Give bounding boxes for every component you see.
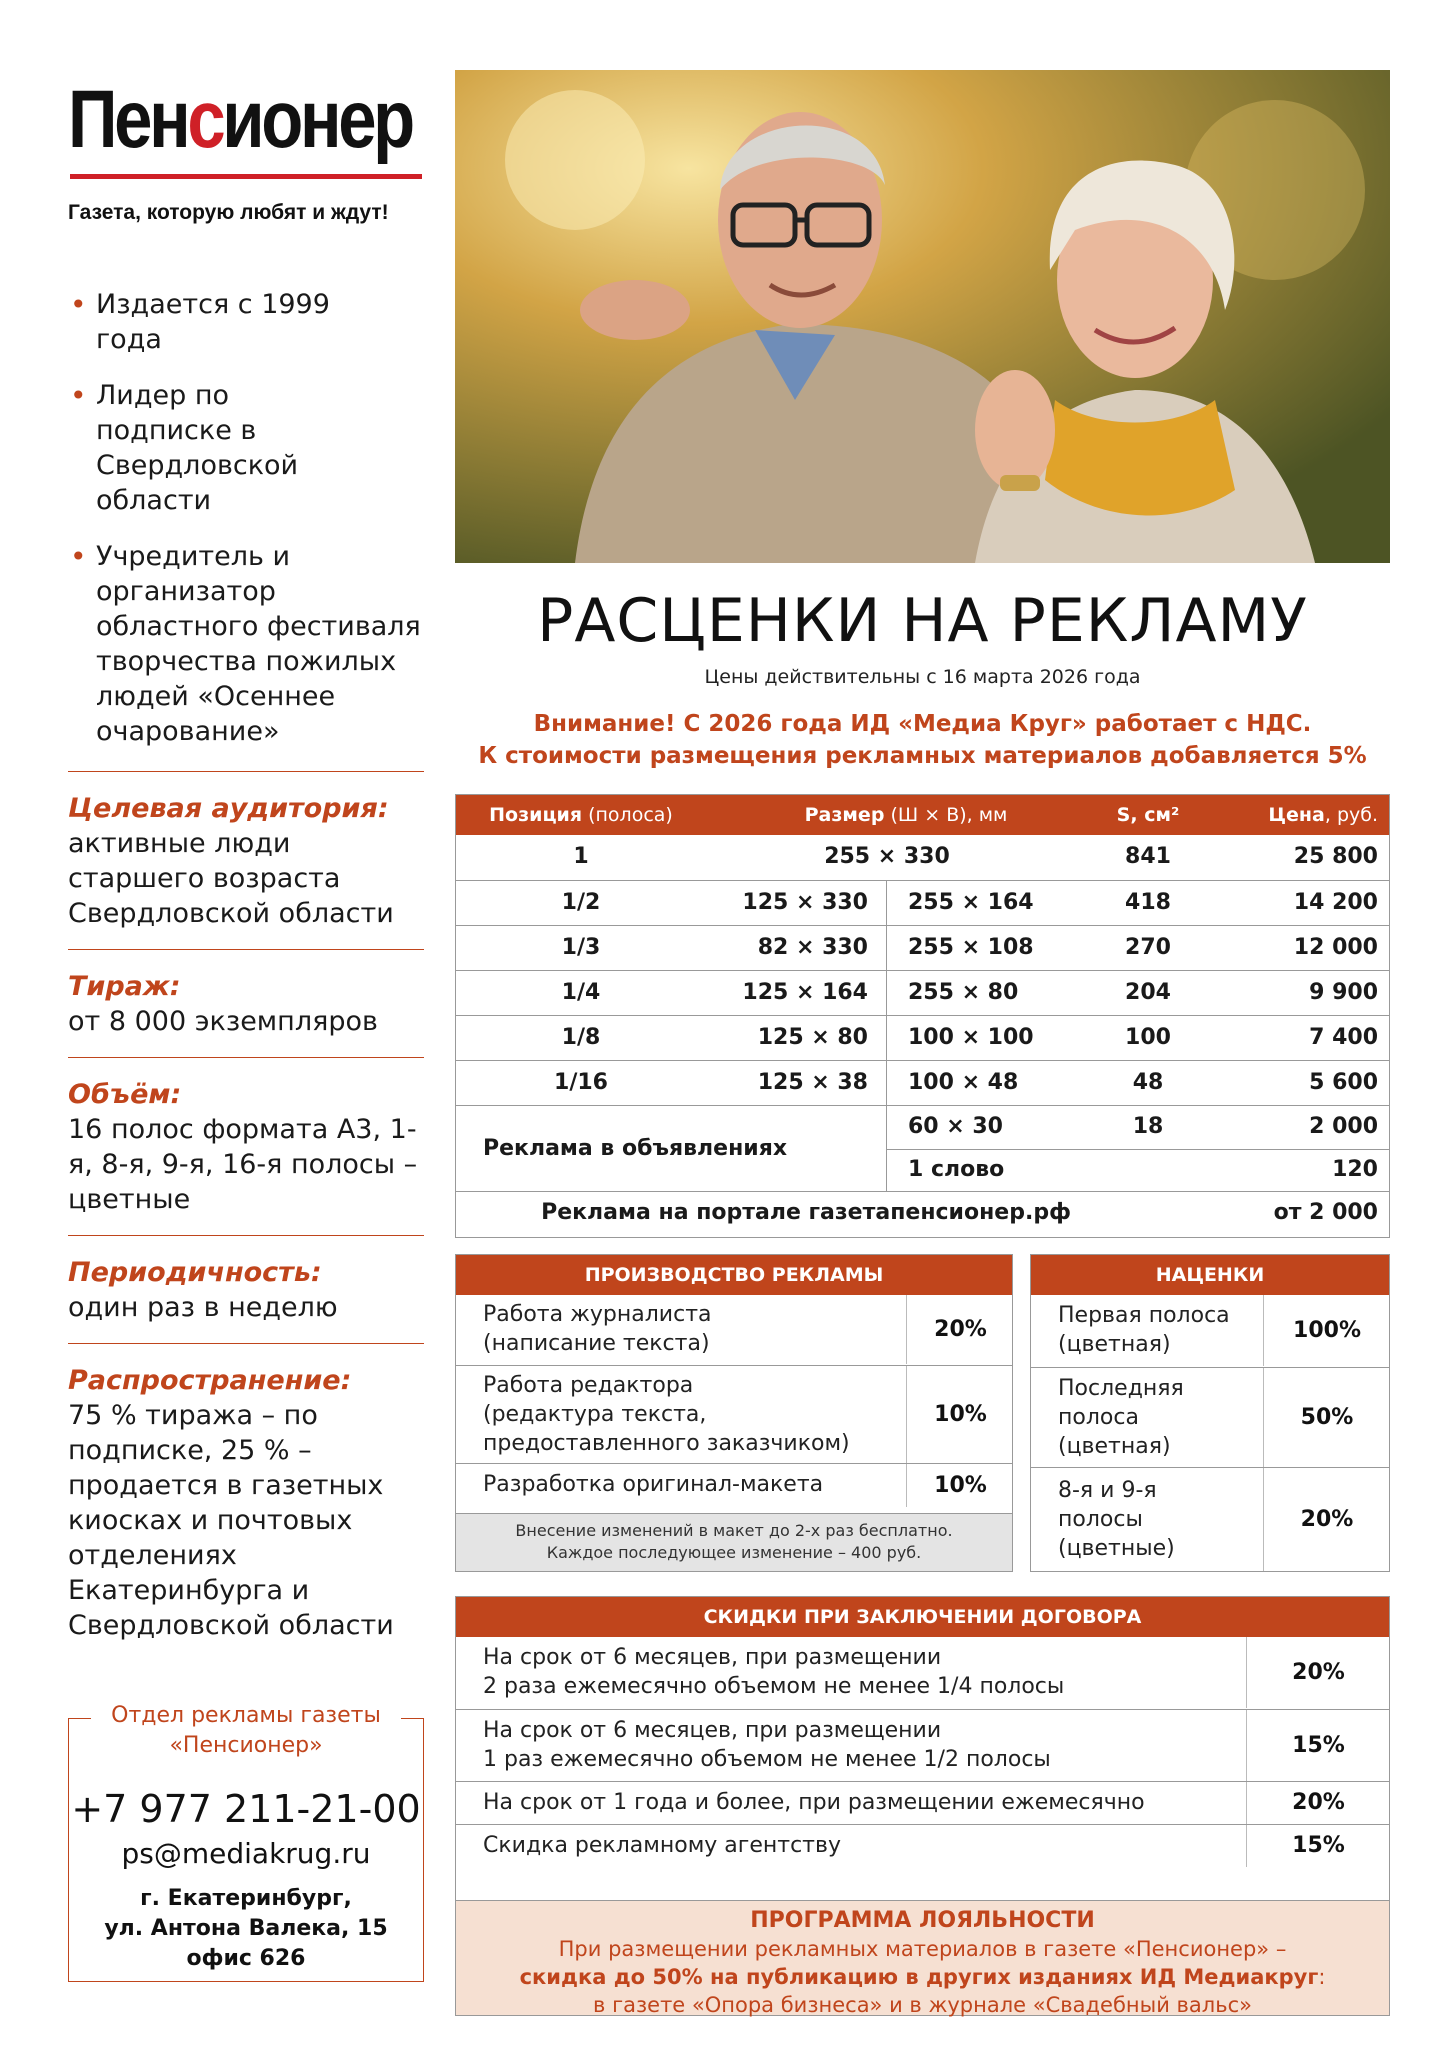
info-circulation: Тираж: от 8 000 экземпляров	[68, 949, 424, 1057]
info-audience: Целевая аудитория: активные люди старшего возраста Свердловской области	[68, 771, 424, 949]
contact-address: г. Екатеринбург, ул. Антона Валека, 15 офис 626	[104, 1886, 388, 1971]
table-row: 1/2 125 × 330 255 × 164 418 14 200	[456, 880, 1389, 925]
contact-phone[interactable]: +7 977 211-21-00	[71, 1787, 421, 1831]
production-table	[455, 1254, 1013, 1572]
table-row: Работа журналиста (написание текста) 20%	[456, 1295, 1012, 1365]
table-row: Разработка оригинал-макета 10%	[456, 1463, 1012, 1507]
table-row: Скидка рекламному агентству 15%	[456, 1824, 1389, 1867]
hero-photo	[455, 70, 1390, 563]
table-row-portal: Реклама на портале газетапенсионер.рф от 2 000	[456, 1191, 1389, 1233]
price-table	[455, 794, 1390, 1238]
price-table-header: Позиция (полоса) Размер (Ш × В), мм S, см² Цена, руб.	[456, 795, 1389, 835]
feature-item: • Лидер по подписке в Свердловской области	[68, 378, 368, 518]
vat-warning: Внимание! С 2026 года ИД «Медиа Круг» работает с НДС. К стоимости размещения рекламных материалов добавляется 5%	[478, 711, 1367, 769]
logo-tagline: Газета, которую любят и ждут!	[68, 201, 389, 224]
newspaper-logo	[68, 70, 424, 195]
table-row: На срок от 6 месяцев, при размещении 1 раз ежемесячно объемом не менее 1/2 полосы 15%	[456, 1709, 1389, 1781]
table-row-classifieds: Реклама в объявлениях 60 × 30 18 2 000 1 слово 120	[456, 1105, 1389, 1191]
left-column	[68, 70, 424, 1661]
elderly-couple-illustration	[455, 70, 1390, 563]
feature-list	[68, 287, 424, 749]
table-row: 1 255 × 330 841 25 800	[573, 844, 1378, 869]
info-distribution: Распространение: 75 % тиража – по подписке, 25 % – продается в газетных киосках и почтовых отделениях Екатеринбурга и Свердловской области	[68, 1343, 424, 1661]
table-row: 8-я и 9-я полосы (цветные) 20%	[1031, 1467, 1389, 1571]
table-row: Последняя полоса (цветная) 50%	[1031, 1367, 1389, 1467]
table-row: 1/3 82 × 330 255 × 108 270 12 000	[456, 925, 1389, 970]
production-note: Внесение изменений в макет до 2-х раз бесплатно. Каждое последующее изменение – 400 руб.	[456, 1513, 1012, 1571]
info-volume: Объём: 16 полос формата А3, 1-я, 8-я, 9-я, 16-я полосы – цветные	[68, 1057, 424, 1235]
table-row: Работа редактора (редактура текста, предоставленного заказчиком) 10%	[456, 1365, 1012, 1463]
validity-date: Цены действительны с 16 марта 2026 года	[704, 666, 1141, 688]
logo-wordmark: Пенсионер	[68, 74, 412, 165]
feature-item: • Издается с 1999 года	[68, 287, 398, 357]
production-header: ПРОИЗВОДСТВО РЕКЛАМЫ	[456, 1255, 1012, 1295]
contact-heading: Отдел рекламы газеты «Пенсионер»	[69, 1701, 423, 1761]
markup-header: НАЦЕНКИ	[1031, 1255, 1389, 1295]
table-row: Первая полоса (цветная) 100%	[1031, 1295, 1389, 1367]
table-row: 1/8 125 × 80 100 × 100 100 7 400	[456, 1015, 1389, 1060]
contact-email[interactable]: ps@mediakrug.ru	[121, 1837, 371, 1870]
discounts-header: СКИДКИ ПРИ ЗАКЛЮЧЕНИИ ДОГОВОРА	[456, 1597, 1389, 1637]
table-row: На срок от 6 месяцев, при размещении 2 раза ежемесячно объемом не менее 1/4 полосы 20%	[456, 1637, 1389, 1709]
feature-item: • Учредитель и организатор областного фестиваля творчества пожилых людей «Осеннее очарование»	[68, 539, 424, 749]
discounts-table	[455, 1596, 1390, 2016]
markup-table	[1030, 1254, 1390, 1572]
logo-underline	[70, 174, 422, 179]
contact-box	[68, 1703, 424, 1982]
table-row: 1/4 125 × 164 255 × 80 204 9 900	[456, 970, 1389, 1015]
loyalty-program: ПРОГРАММА ЛОЯЛЬНОСТИ При размещении рекламных материалов в газете «Пенсионер» – скидка до 50% на публикацию в других изданиях ИД Медиакруг: в газете «Опора бизнеса» и в журнале «Свадебный вальс»	[456, 1900, 1389, 2015]
info-periodicity: Периодичность: один раз в неделю	[68, 1235, 424, 1343]
page-title: РАСЦЕНКИ НА РЕКЛАМУ	[537, 586, 1308, 656]
table-row: 1/16 125 × 38 100 × 48 48 5 600	[456, 1060, 1389, 1105]
table-row: На срок от 1 года и более, при размещении ежемесячно 20%	[456, 1781, 1389, 1824]
